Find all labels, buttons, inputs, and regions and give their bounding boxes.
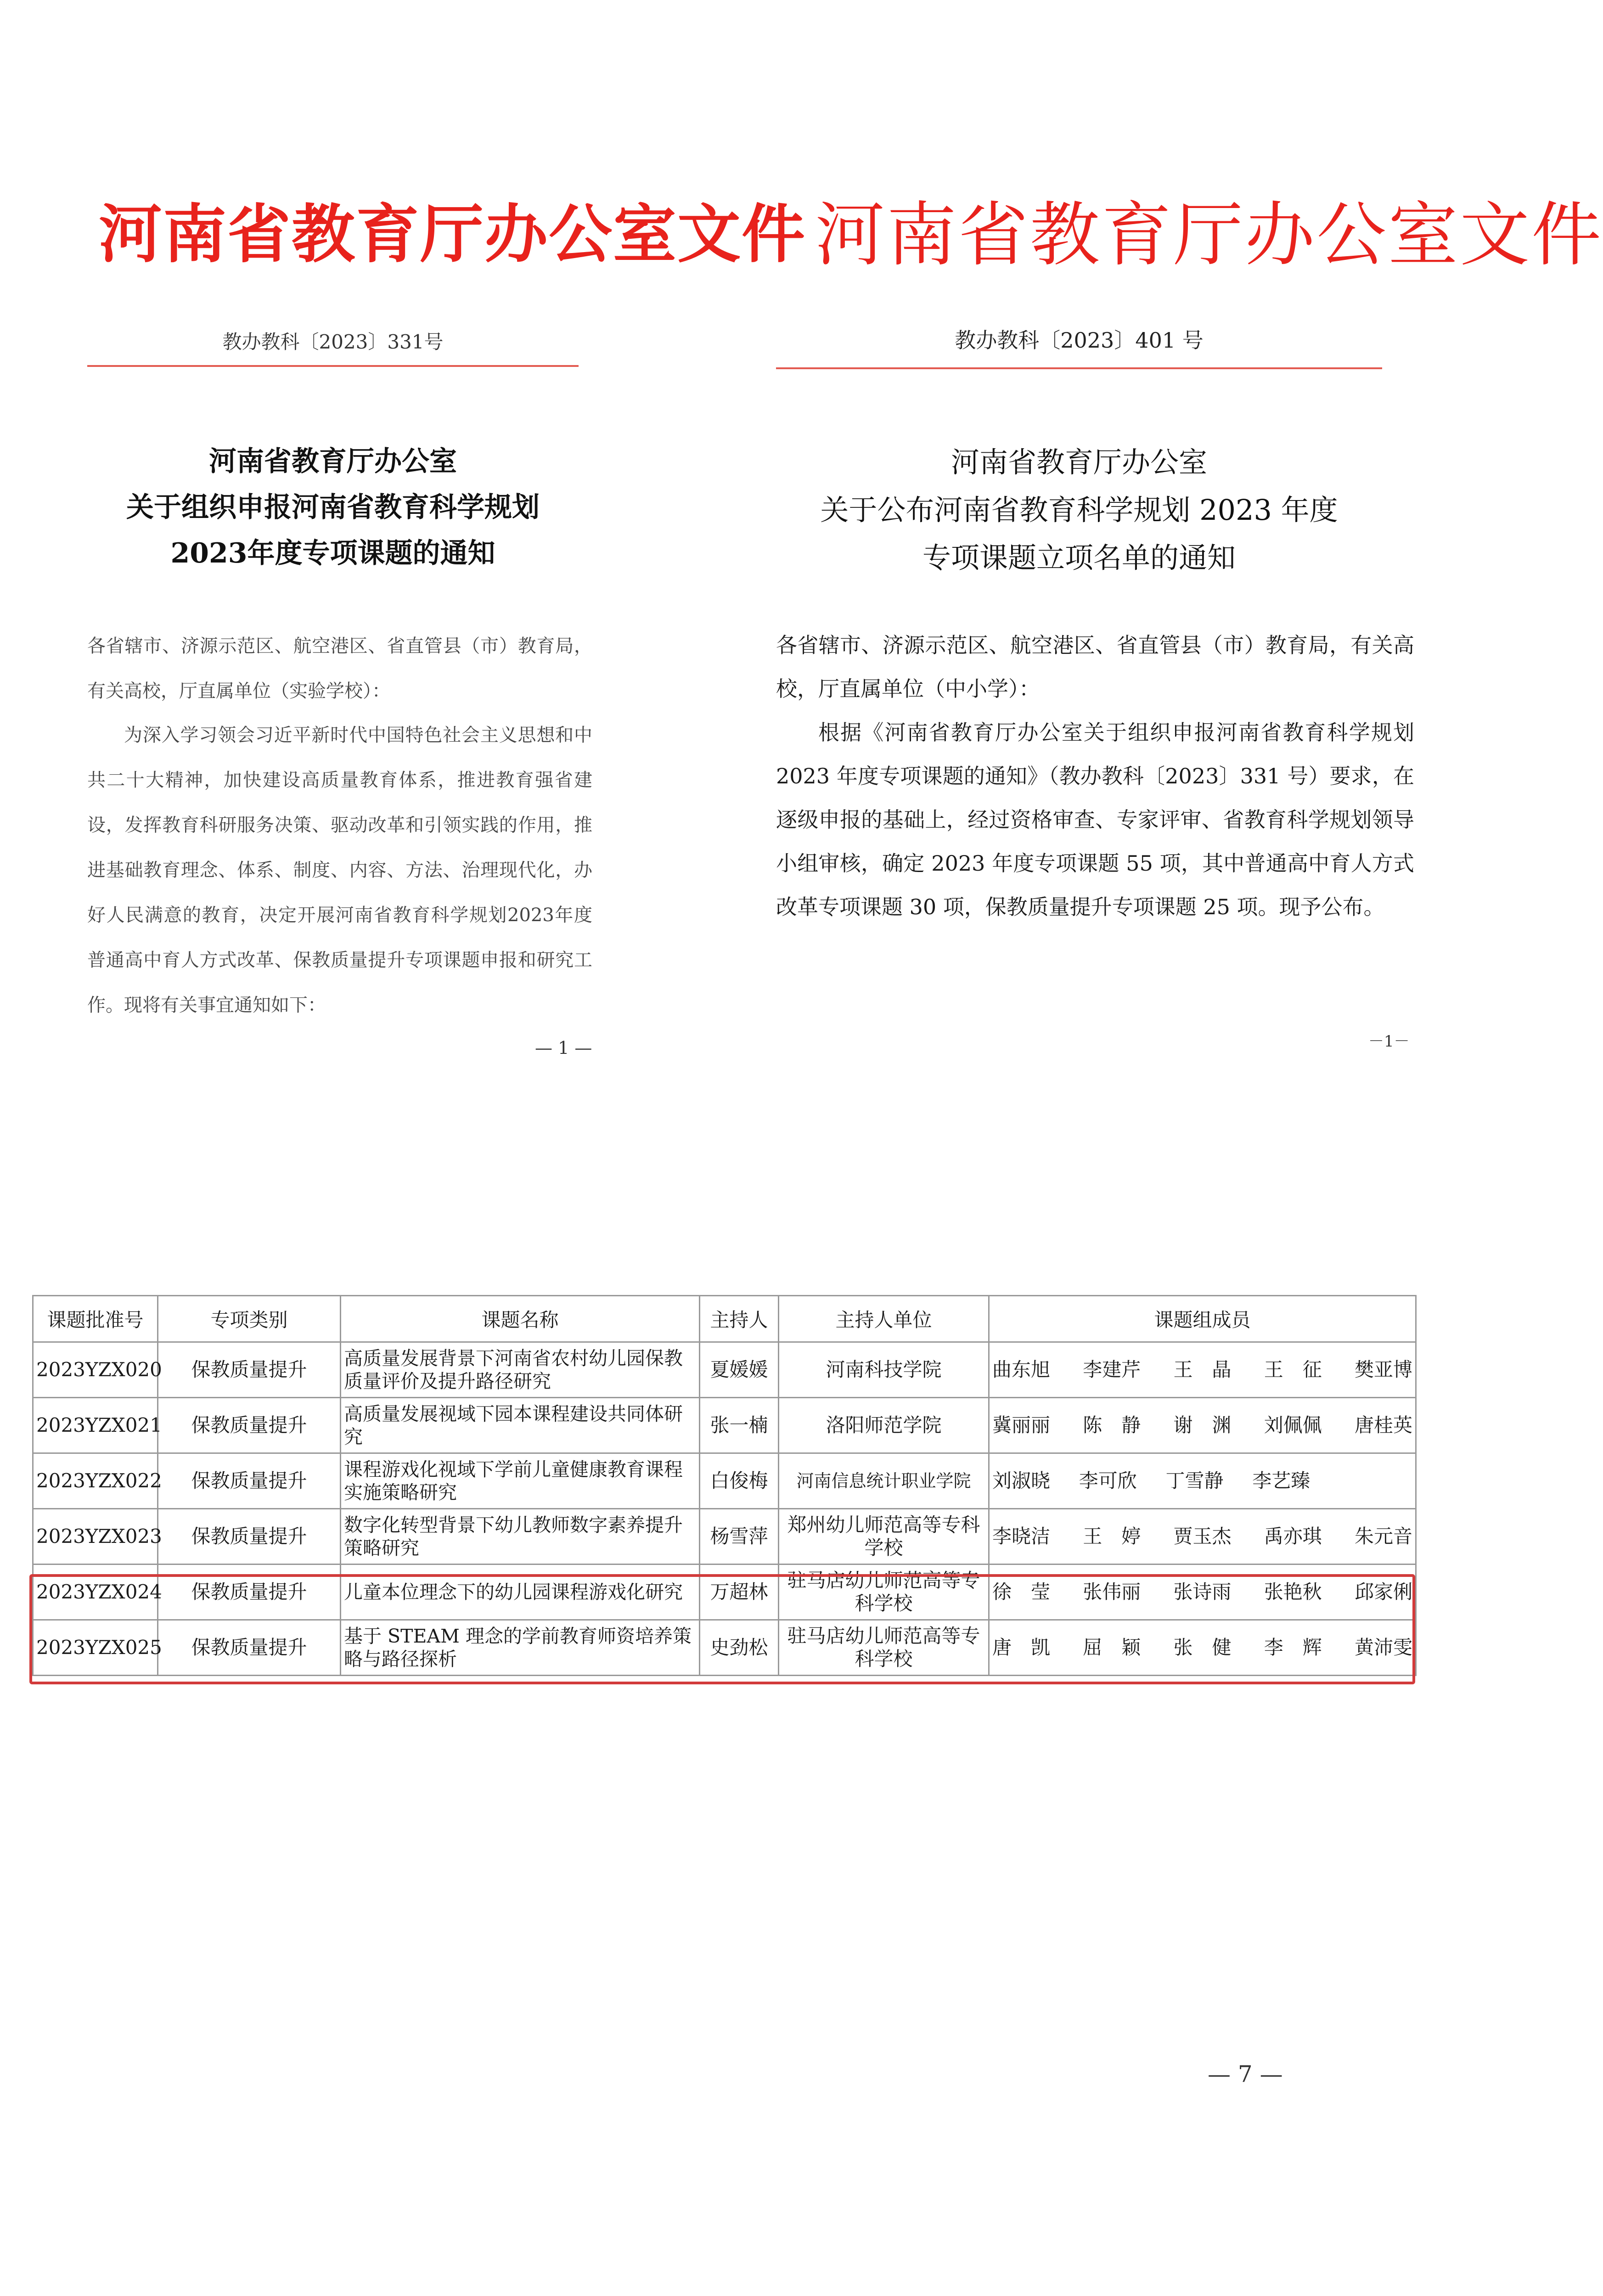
cell-members	[989, 1398, 1416, 1453]
cell-unit: 河南科技学院	[779, 1342, 989, 1398]
member: 樊亚博	[1354, 1358, 1412, 1381]
cell-topic: 数字化转型背景下幼儿教师数字素养提升策略研究	[341, 1509, 700, 1564]
cell-id: 2023YZX023	[33, 1509, 158, 1564]
cell-category: 保教质量提升	[158, 1342, 341, 1398]
cell-host: 史劲松	[700, 1620, 779, 1676]
right-heading-line-1: 河南省教育厅办公室	[951, 445, 1207, 479]
cell-topic: 基于 STEAM 理念的学前教育师资培养策略与路径探析	[341, 1620, 700, 1676]
right-red-rule	[776, 367, 1382, 369]
member: 李建芹	[1083, 1358, 1141, 1381]
cell-category: 保教质量提升	[158, 1620, 341, 1676]
cell-topic: 课程游戏化视域下学前儿童健康教育课程实施策略研究	[341, 1453, 700, 1509]
table-row	[33, 1509, 1416, 1564]
cell-unit: 河南信息统计职业学院	[779, 1453, 989, 1509]
header-category: 专项类别	[158, 1296, 341, 1342]
member: 冀丽丽	[992, 1414, 1051, 1436]
member: 李 辉	[1264, 1636, 1322, 1659]
cell-category: 保教质量提升	[158, 1564, 341, 1620]
cell-host: 杨雪萍	[700, 1509, 779, 1564]
right-heading-line-3: 专项课题立项名单的通知	[922, 541, 1236, 574]
cell-host: 万超林	[700, 1564, 779, 1620]
member: 李晓洁	[992, 1525, 1051, 1548]
member: 徐 莹	[992, 1581, 1051, 1603]
member: 谢 渊	[1173, 1414, 1232, 1436]
cell-topic: 高质量发展背景下河南省农村幼儿园保教质量评价及提升路径研究	[341, 1342, 700, 1398]
cell-unit: 驻马店幼儿师范高等专科学校	[779, 1564, 989, 1620]
cell-id: 2023YZX022	[33, 1453, 158, 1509]
right-body: 根据《河南省教育厅办公室关于组织申报河南省教育科学规划 2023 年度专项课题的通知》（教办教科〔2023〕331 号）要求，在逐级申报的基础上，经过资格审查、专家评审、省教育科学规划领导小组审核，确定 2023 年度专项课题 55 项，其中普通高中育人方式改革专项课题 30 项，保教质量提升专项课题 25 项。现予公布。	[776, 720, 1414, 919]
header-host: 主持人	[700, 1296, 779, 1342]
member: 王 晶	[1173, 1358, 1232, 1381]
member: 丁雪静	[1165, 1469, 1224, 1492]
member: 禹亦琪	[1264, 1525, 1322, 1548]
member: 屈 颖	[1083, 1636, 1141, 1659]
left-page-number: — 1 —	[535, 1038, 592, 1058]
cell-unit: 洛阳师范学院	[779, 1398, 989, 1453]
cell-topic: 儿童本位理念下的幼儿园课程游戏化研究	[341, 1564, 700, 1620]
header-unit: 主持人单位	[779, 1296, 989, 1342]
member: 曲东旭	[992, 1358, 1051, 1381]
cell-category: 保教质量提升	[158, 1509, 341, 1564]
cell-members	[989, 1509, 1416, 1564]
left-org-title: 河南省教育厅办公室文件	[99, 197, 806, 271]
right-page-number: －1－	[1368, 1032, 1410, 1051]
cell-category: 保教质量提升	[158, 1453, 341, 1509]
table-page-number: — 7 —	[1208, 2061, 1283, 2088]
cell-unit: 郑州幼儿师范高等专科学校	[779, 1509, 989, 1564]
member: 李可欣	[1079, 1469, 1137, 1492]
member: 唐桂英	[1354, 1414, 1412, 1436]
right-heading	[776, 439, 1382, 582]
member: 朱元音	[1354, 1525, 1412, 1548]
cell-host: 夏媛媛	[700, 1342, 779, 1398]
cell-host: 白俊梅	[700, 1453, 779, 1509]
left-heading-line-1: 河南省教育厅办公室	[209, 445, 457, 478]
cell-id: 2023YZX024	[33, 1564, 158, 1620]
cell-topic: 高质量发展视域下园本课程建设共同体研究	[341, 1398, 700, 1453]
member: 张 健	[1173, 1636, 1232, 1659]
table-row	[33, 1342, 1416, 1398]
left-heading	[87, 439, 579, 576]
member: 黄沛雯	[1354, 1636, 1412, 1659]
member: 刘淑晓	[992, 1469, 1051, 1492]
member: 王 婷	[1083, 1525, 1141, 1548]
right-heading-line-2: 关于公布河南省教育科学规划 2023 年度	[820, 493, 1338, 527]
highlight-box	[29, 1574, 1415, 1684]
cell-members	[989, 1342, 1416, 1398]
member	[1339, 1469, 1412, 1492]
member: 李艺臻	[1252, 1469, 1311, 1492]
header-topic: 课题名称	[341, 1296, 700, 1342]
cell-id: 2023YZX025	[33, 1620, 158, 1676]
member: 张诗雨	[1173, 1581, 1232, 1603]
member: 张伟丽	[1083, 1581, 1141, 1603]
cell-id: 2023YZX021	[33, 1398, 158, 1453]
table-row	[33, 1453, 1416, 1509]
member: 贾玉杰	[1173, 1525, 1232, 1548]
cell-category: 保教质量提升	[158, 1398, 341, 1453]
left-heading-line-2: 关于组织申报河南省教育科学规划	[126, 491, 540, 523]
left-red-rule	[87, 365, 579, 367]
right-org-title: 河南省教育厅办公室文件	[815, 194, 1603, 276]
cell-members	[989, 1453, 1416, 1509]
right-doc-number: 教办教科〔2023〕401 号	[955, 328, 1204, 353]
right-salutation: 各省辖市、济源示范区、航空港区、省直管县（市）教育局，有关高校，厅直属单位（中小学）：	[776, 633, 1414, 701]
header-id: 课题批准号	[33, 1296, 158, 1342]
left-doc-number: 教办教科〔2023〕331号	[222, 331, 444, 353]
table-row	[33, 1398, 1416, 1453]
member: 陈 静	[1083, 1414, 1141, 1436]
left-salutation: 各省辖市、济源示范区、航空港区、省直管县（市）教育局，有关高校，厅直属单位（实验学校）：	[87, 636, 592, 702]
left-body: 为深入学习领会习近平新时代中国特色社会主义思想和中共二十大精神，加快建设高质量教育体系，推进教育强省建设，发挥教育科研服务决策、驱动改革和引领实践的作用，推进基础教育理念、体系、制度、内容、方法、治理现代化，办好人民满意的教育，决定开展河南省教育科学规划2023年度普通高中育人方式改革、保教质量提升专项课题申报和研究工作。现将有关事宜通知如下：	[87, 725, 592, 1016]
header-members: 课题组成员	[989, 1296, 1416, 1342]
table-header-row	[33, 1296, 1416, 1342]
member: 张艳秋	[1264, 1581, 1322, 1603]
member: 王 征	[1264, 1358, 1322, 1381]
cell-unit: 驻马店幼儿师范高等专科学校	[779, 1620, 989, 1676]
cell-id: 2023YZX020	[33, 1342, 158, 1398]
member: 刘佩佩	[1264, 1414, 1322, 1436]
cell-host: 张一楠	[700, 1398, 779, 1453]
member: 邱家俐	[1354, 1581, 1412, 1603]
member: 唐 凯	[992, 1636, 1051, 1659]
left-heading-line-3: 2023年度专项课题的通知	[170, 537, 495, 569]
